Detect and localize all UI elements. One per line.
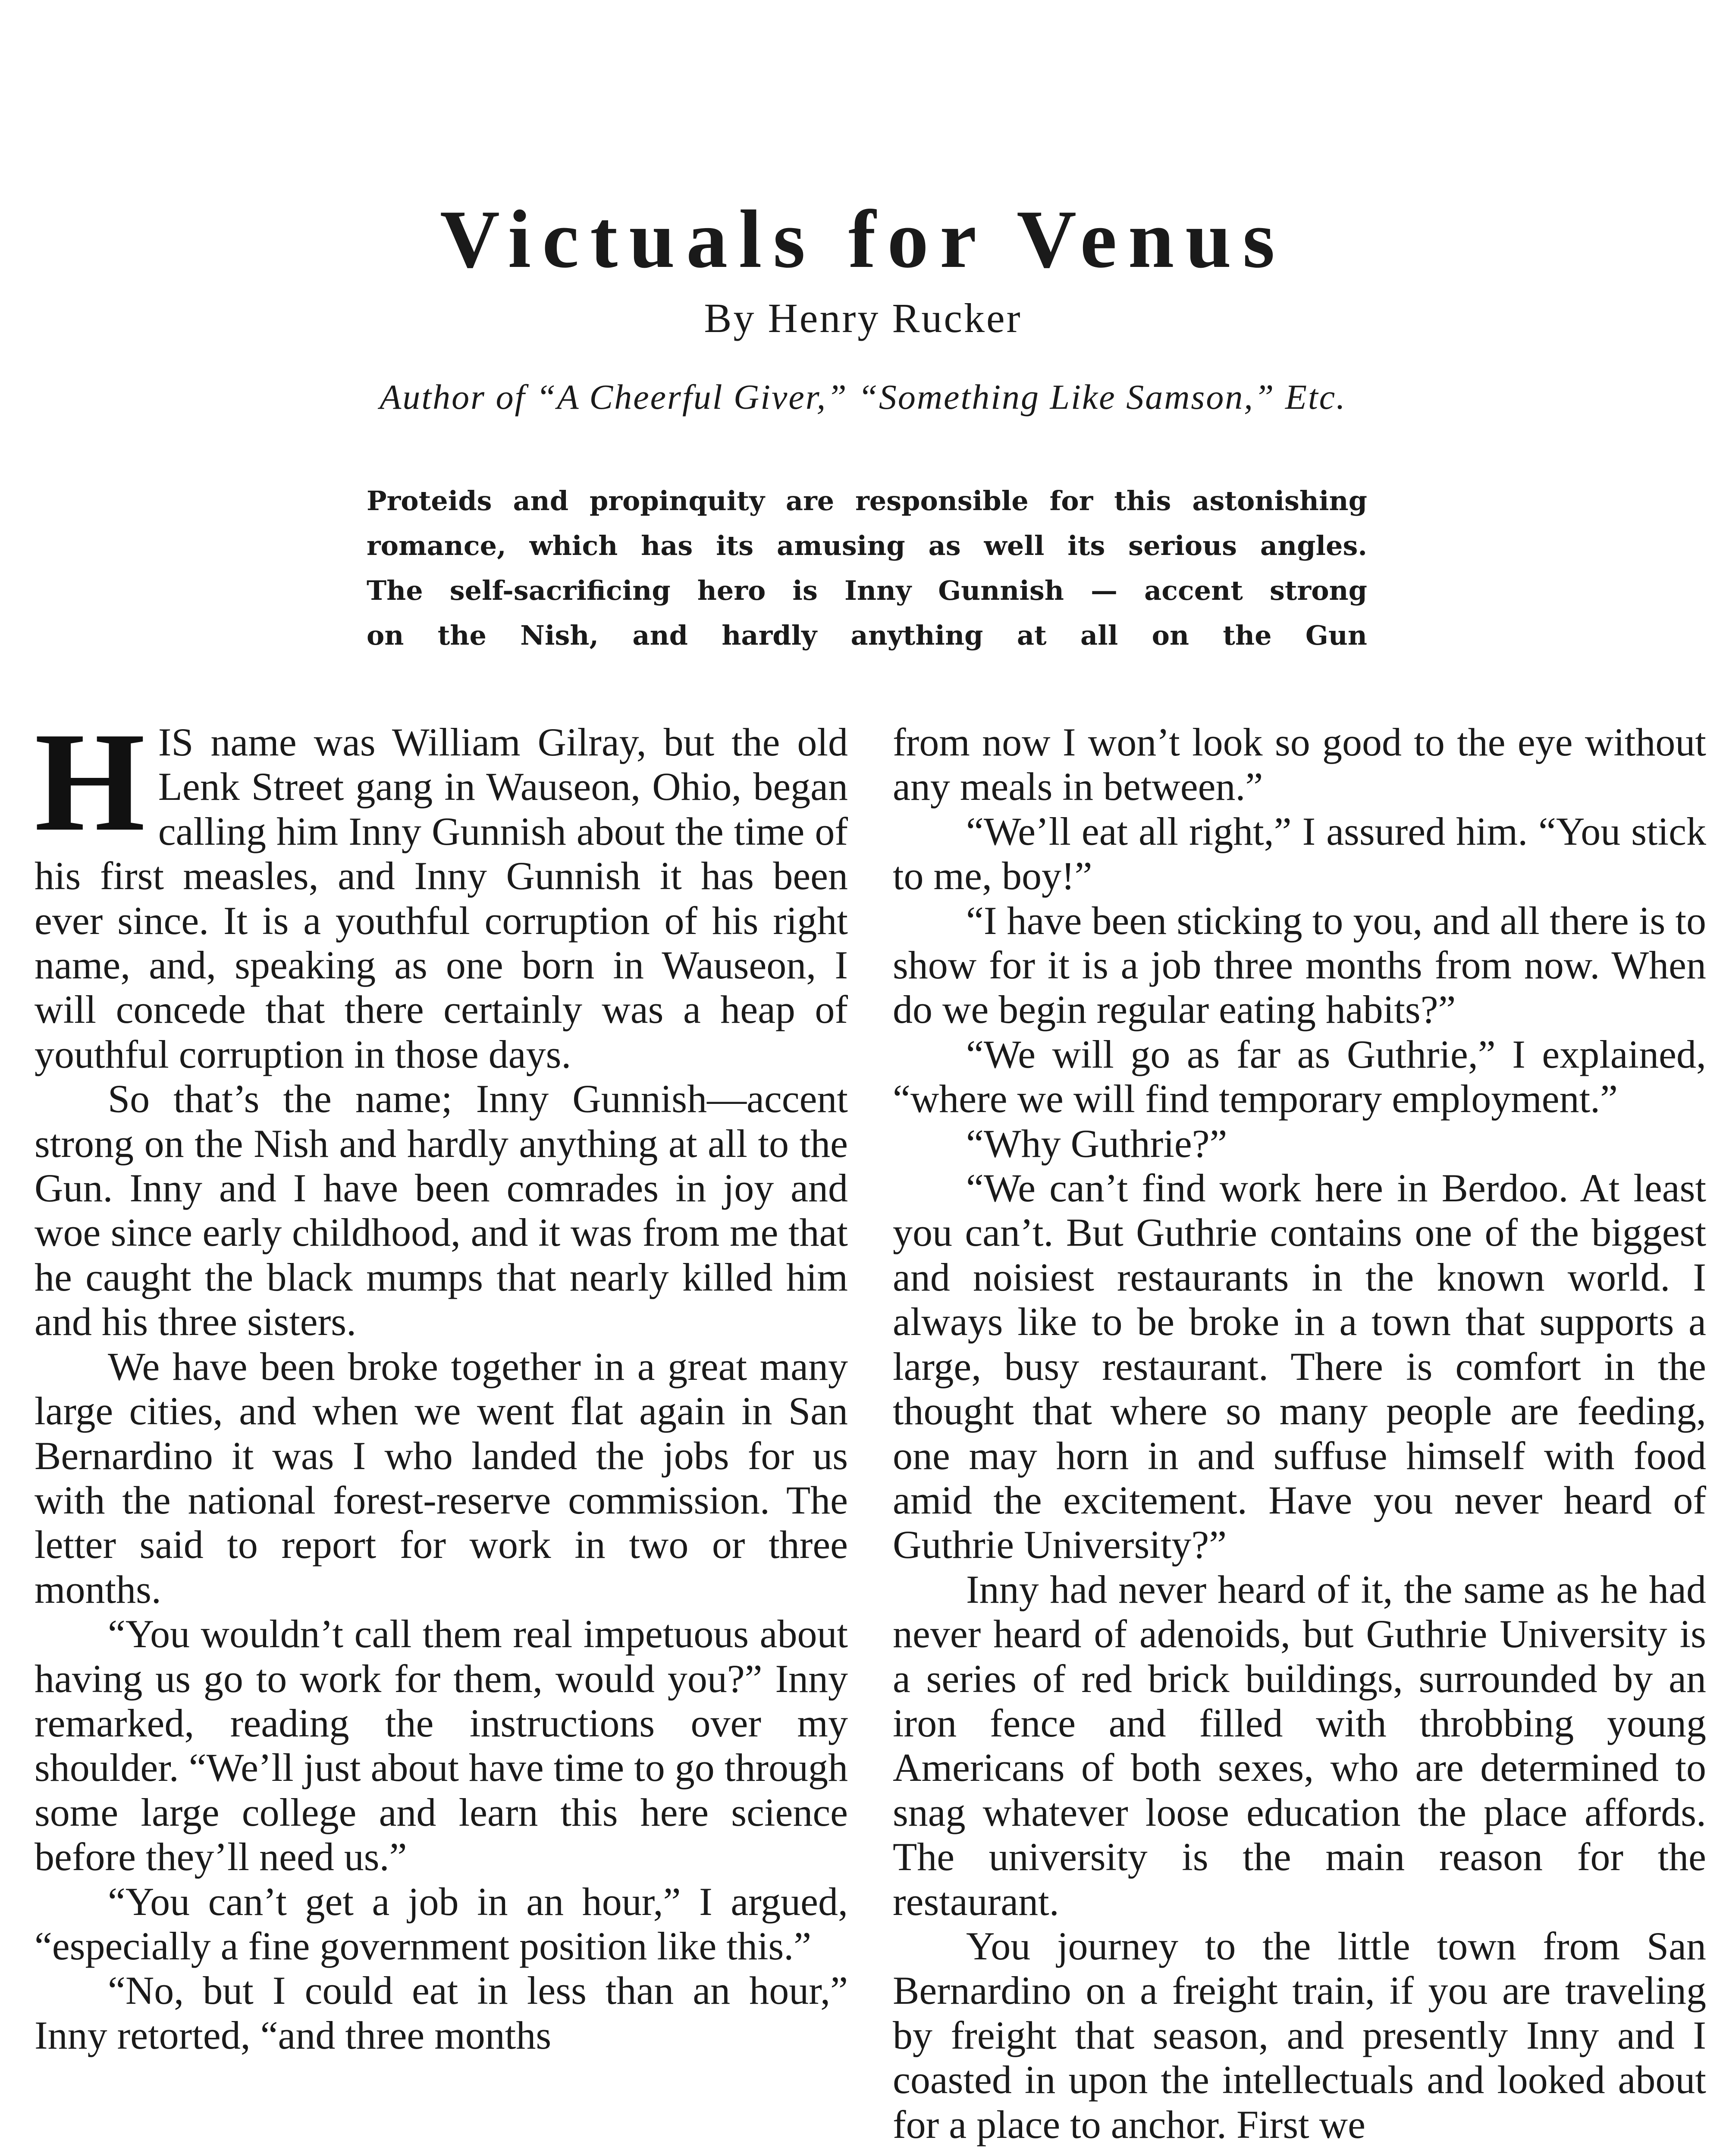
paragraph: So that’s the name; Inny Gunnish—accent strong on the Nish and hardly anything at all to the Gun. Inny and I have been comrades in joy and woe since early childhood, and it was from me that he caught the black mumps that nearly killed him and his three sisters. xyxy=(35,1077,848,1344)
article-blurb xyxy=(367,479,1367,658)
blurb-line: on the Nish, and hardly anything at all on the Gun xyxy=(367,620,1367,651)
paragraph: You journey to the little town from San Bernardino on a freight train, if you are traveling by freight that season, and presently Inny and I coasted in upon the intellectuals and looked about for a place to anchor. First we xyxy=(893,1924,1706,2147)
paragraph: “I have been sticking to you, and all there is to show for it is a job three months from now. When do we begin regular eating habits?” xyxy=(893,898,1706,1032)
article-title: Victuals for Venus xyxy=(440,193,1286,285)
paragraph xyxy=(35,720,848,1077)
paragraph: “No, but I could eat in less than an hour,” Inny retorted, “and three months xyxy=(35,1968,848,2057)
paragraph: “We will go as far as Guthrie,” I explained, “where we will find temporary employment.” xyxy=(893,1032,1706,1121)
blurb-line: The self-sacrificing hero is Inny Gunnish — accent strong xyxy=(367,575,1367,606)
blurb-line: romance, which has its amusing as well its serious angles. xyxy=(367,530,1367,561)
right-column xyxy=(893,720,1706,2156)
paragraph-text: IS name was William Gilray, but the old Lenk Street gang in Wauseon, Ohio, began calling him Inny Gunnish about the time of his first measles, and Inny Gunnish it has been ever since. It is a youthful corruption of his right name, and, speaking as one born in Wauseon, I will concede that there certainly was a heap of youthful corruption in those days. xyxy=(35,720,848,1076)
paragraph: from now I won’t look so good to the eye without any meals in between.” xyxy=(893,720,1706,809)
paragraph: “Why Guthrie?” xyxy=(966,1121,1227,1166)
paragraph: “We can’t find work here in Berdoo. At least you can’t. But Guthrie contains one of the biggest and noisiest restaurants in the known world. I always like to be broke in a town that supports a large, busy restaurant. There is comfort in the thought that where so many people are feeding, one may horn in and suffuse himself with food amid the excitement. Have you never heard of Guthrie University?” xyxy=(893,1166,1706,1567)
blurb-line: Proteids and propinquity are responsible for this astonishing xyxy=(367,485,1367,517)
paragraph: “You can’t get a job in an hour,” I argued, “especially a fine government position like this.” xyxy=(35,1879,848,1968)
paragraph: “We’ll eat all right,” I assured him. “You stick to me, boy!” xyxy=(893,809,1706,898)
author-byline: By Henry Rucker xyxy=(704,295,1022,341)
drop-cap: H xyxy=(35,720,145,861)
paragraph: “You wouldn’t call them real impetuous about having us go to work for them, would you?” Inny remarked, reading the instructions over my shoulder. “We’ll just about have time to go through some large college and learn this here science before they’ll need us.” xyxy=(35,1612,848,1879)
author-credits: Author of “A Cheerful Giver,” “Something Like Samson,” Etc. xyxy=(380,377,1346,417)
left-column xyxy=(35,720,848,2156)
paragraph: Inny had never heard of it, the same as he had never heard of adenoids, but Guthrie University is a series of red brick buildings, surrounded by an iron fence and filled with throbbing young Americans of both sexes, who are determined to snag whatever loose education the place affords. The university is the main reason for the restaurant. xyxy=(893,1567,1706,1924)
paragraph: We have been broke together in a great many large cities, and when we went flat again in San Bernardino it was I who landed the jobs for us with the national forest-reserve commission. The letter said to report for work in two or three months. xyxy=(35,1344,848,1611)
